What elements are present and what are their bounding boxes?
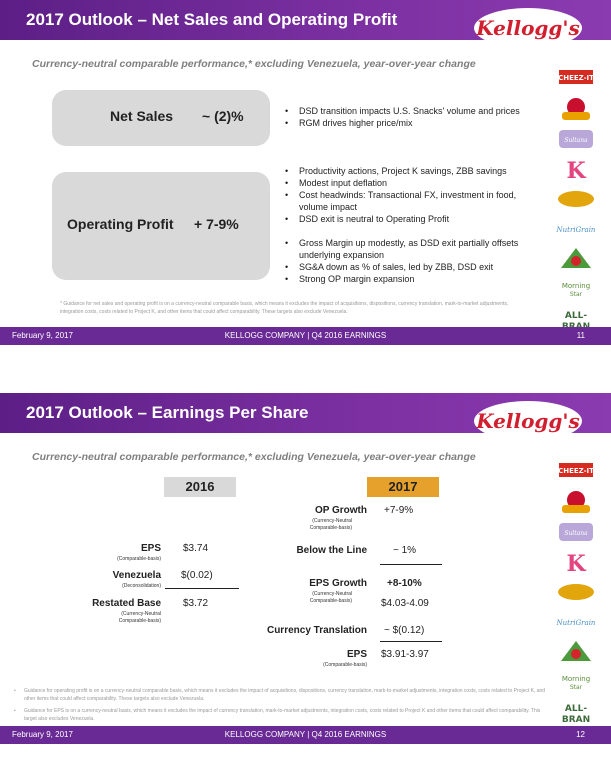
venezuela-sublabel: (Deconsolidation) xyxy=(122,583,161,589)
svg-text:NutriGrain: NutriGrain xyxy=(556,226,596,234)
svg-text:K: K xyxy=(566,551,586,575)
kelloggs-logo xyxy=(473,399,583,443)
bullet: • DSD transition impacts U.S. Snacks' volume and prices xyxy=(285,105,525,117)
restated-base-sublabel-2: Comparable-basis) xyxy=(118,618,161,624)
footer-bar xyxy=(0,726,611,744)
nutri-grain-logo-icon xyxy=(553,216,599,242)
brand-logo-column xyxy=(553,459,599,729)
bullet: • Strong OP margin expansion xyxy=(285,273,540,285)
cheez-it-logo-icon xyxy=(553,459,599,485)
slide-net-sales-operating-profit xyxy=(0,0,611,345)
slide-title: 2017 Outlook – Net Sales and Operating Profit xyxy=(26,10,398,29)
bullet: • Productivity actions, Project K savings, ZBB savings xyxy=(285,165,540,177)
keebler-logo-icon xyxy=(553,246,599,272)
morningstar-farms-logo-icon xyxy=(553,669,599,695)
footer-bar xyxy=(0,327,611,345)
footer-company: KELLOGG COMPANY | Q4 2016 EARNINGS xyxy=(224,730,387,739)
footnote: * Guidance for net sales and operating profit is on a currency-neutral comparable basis, which means it excludes the impact of acquisitions, dispositions, currency translation, mark-to-market adjustments, integration costs, costs related to Project K, and other items that could affect comparability. These targets also exclude Venezuela. xyxy=(60,301,509,315)
slide-subtitle: Currency-neutral comparable performance,* excluding Venezuela, year-over-year change xyxy=(32,451,476,463)
eps-2017-sublabel: (Comparable-basis) xyxy=(323,662,367,668)
kelloggs-logo xyxy=(473,6,583,50)
svg-text:CHEEZ-IT: CHEEZ-IT xyxy=(558,74,594,82)
eps-growth-sublabel-2: Comparable-basis) xyxy=(309,598,352,604)
eps-2017-value: $3.91-3.97 xyxy=(381,649,429,660)
currency-translation-label: Currency Translation xyxy=(266,625,367,636)
divider-line xyxy=(380,641,442,642)
rice-krispies-logo-icon xyxy=(553,519,599,545)
footer-company: KELLOGG COMPANY | Q4 2016 EARNINGS xyxy=(224,331,387,340)
rice-krispies-logo-icon xyxy=(553,126,599,152)
pringles-logo-icon xyxy=(553,96,599,122)
year-2016-header: 2016 xyxy=(164,477,236,497)
svg-text:Kellogg's: Kellogg's xyxy=(476,409,580,433)
footer-date: February 9, 2017 xyxy=(12,730,73,739)
eps-growth-percent: +8-10% xyxy=(387,578,422,589)
footer-page-number: 11 xyxy=(576,331,585,340)
operating-profit-value: + 7-9% xyxy=(194,216,239,232)
coco-pops-logo-icon xyxy=(553,579,599,605)
op-growth-sublabel-1: (Currency-Neutral xyxy=(312,518,352,524)
restated-base-label: Restated Base xyxy=(92,598,161,609)
restated-base-sublabel-1: (Currency-Neutral xyxy=(121,611,161,617)
net-sales-label: Net Sales xyxy=(110,108,174,124)
coco-pops-logo-icon xyxy=(553,186,599,212)
eps-growth-label: EPS Growth xyxy=(309,578,367,589)
venezuela-value: $(0.02) xyxy=(181,570,213,581)
svg-text:Sultana: Sultana xyxy=(564,530,588,537)
divider-line xyxy=(380,564,442,565)
footer-date: February 9, 2017 xyxy=(12,331,73,340)
divider-line xyxy=(165,588,239,589)
op-growth-label: OP Growth xyxy=(314,505,367,516)
nutri-grain-logo-icon xyxy=(553,609,599,635)
net-sales-bullets xyxy=(285,105,525,129)
svg-text:Star: Star xyxy=(569,684,583,691)
operating-profit-box xyxy=(52,172,270,280)
bullet: • SG&A down as % of sales, led by ZBB, DSD exit xyxy=(285,261,540,273)
footnote-1: • Guidance for operating profit is on a currency-neutral comparable basis, which means it excludes the impact of acquisitions, dispositions, currency translation, mark-to-market adjustments, integration costs, costs related to Project K, and other items that could affect comparability. These targets also exclude Venezuela. xyxy=(24,687,549,703)
venezuela-label: Venezuela xyxy=(112,570,161,581)
eps-2016-sublabel: (Comparable-basis) xyxy=(117,556,161,562)
slide-earnings-per-share xyxy=(0,393,611,748)
svg-text:CHEEZ-IT: CHEEZ-IT xyxy=(558,467,594,475)
eps-2017-label: EPS xyxy=(346,649,367,660)
slide-title: 2017 Outlook – Earnings Per Share xyxy=(26,403,309,422)
svg-text:Star: Star xyxy=(569,291,583,298)
restated-base-value: $3.72 xyxy=(183,598,209,609)
eps-2016-label: EPS xyxy=(140,543,161,554)
all-bran-logo-icon xyxy=(553,699,599,725)
svg-text:ALL-: ALL- xyxy=(564,311,588,321)
below-the-line-value: ~ 1% xyxy=(393,545,417,556)
below-the-line-label: Below the Line xyxy=(296,545,367,556)
op-growth-value: +7-9% xyxy=(384,505,414,516)
bullet: • Modest input deflation xyxy=(285,177,540,189)
operating-profit-bullets-2 xyxy=(285,237,540,285)
eps-2016-value: $3.74 xyxy=(183,543,209,554)
bullet: • RGM drives higher price/mix xyxy=(285,117,525,129)
brand-logo-column xyxy=(553,66,599,336)
eps-growth-sublabel-1: (Currency-Neutral xyxy=(312,591,352,597)
footnote-2: • Guidance for EPS is on a currency-neutral basis, which means it excludes the impact of currency translation, mark-to-market adjustments, integration costs, costs related to Project K and other items that could affect comparability. This target also excludes Venezuela. xyxy=(24,707,549,723)
svg-text:Kellogg's: Kellogg's xyxy=(476,16,580,40)
currency-translation-value: ~ $(0.12) xyxy=(384,625,425,636)
morningstar-farms-logo-icon xyxy=(553,276,599,302)
net-sales-box xyxy=(52,90,270,146)
special-k-logo-icon xyxy=(553,549,599,575)
operating-profit-bullets-1 xyxy=(285,165,540,225)
svg-text:Sultana: Sultana xyxy=(564,137,588,144)
year-2017-header: 2017 xyxy=(367,477,439,497)
svg-text:Morning: Morning xyxy=(561,675,591,683)
slide-subtitle: Currency-neutral comparable performance,* excluding Venezuela, year-over-year change xyxy=(32,58,476,70)
keebler-logo-icon xyxy=(553,639,599,665)
bullet: • Cost headwinds: Transactional FX, investment in food, volume impact xyxy=(285,189,540,213)
net-sales-value: ~ (2)% xyxy=(202,108,244,124)
svg-text:BRAN: BRAN xyxy=(561,715,591,725)
svg-text:ALL-: ALL- xyxy=(564,704,588,714)
operating-profit-label: Operating Profit xyxy=(67,216,174,232)
special-k-logo-icon xyxy=(553,156,599,182)
footer-page-number: 12 xyxy=(576,730,585,739)
pringles-logo-icon xyxy=(553,489,599,515)
bullet: • DSD exit is neutral to Operating Profit xyxy=(285,213,540,225)
eps-growth-range: $4.03-4.09 xyxy=(381,598,429,609)
svg-text:K: K xyxy=(566,158,586,182)
svg-text:NutriGrain: NutriGrain xyxy=(556,619,596,627)
svg-text:Morning: Morning xyxy=(561,282,591,290)
op-growth-sublabel-2: Comparable-basis) xyxy=(309,525,352,531)
bullet: • Gross Margin up modestly, as DSD exit partially offsets underlying expansion xyxy=(285,237,540,261)
cheez-it-logo-icon xyxy=(553,66,599,92)
